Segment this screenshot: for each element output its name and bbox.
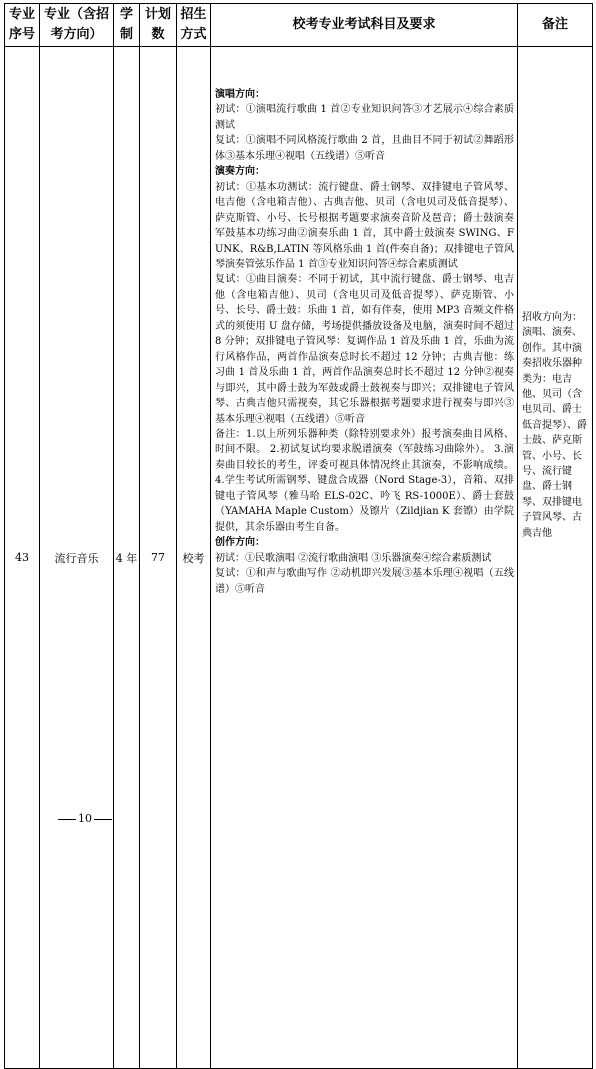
section-heading-performance: 演奏方向：	[215, 166, 265, 178]
header-major: 专业（含招考方向）	[40, 4, 114, 47]
section-heading-singing: 演唱方向：	[215, 89, 265, 100]
cell-duration: 4 年	[114, 47, 140, 1069]
header-note: 备注	[518, 4, 593, 47]
table-row	[5, 47, 593, 1069]
cell-major: 流行音乐	[40, 47, 114, 1069]
page-number	[0, 812, 170, 825]
singing-retest: 复试：①演唱不同风格流行歌曲 2 首，且曲目不同于初试②舞蹈形体③基本乐理④视唱（五线谱）⑤听音	[215, 135, 514, 162]
header-plan: 计划数	[140, 4, 177, 47]
performance-retest: 复试：①曲目演奏：不同于初试，其中流行键盘、爵士钢琴、电吉他（含电箱吉他）、贝司（含电贝司及低音提琴）、萨克斯管、小号、长号、爵士鼓：乐曲 1 首，如有伴奏，使用 MP3 音频文件格式的须使用 U 盘存储，考场提供播放设备及电脑，演奏时间不超过 8 分钟；双排键电子管风琴：复调作品 1 首及乐曲 1 首，乐曲为流行风格作品，两首作品演奏总时长不超过 12 分钟；古典吉他：练习曲 1 首及乐曲 1 首，两首作品演奏总时长不超过 12 分钟②视奏与即兴，其中爵士鼓为军鼓或爵士鼓视奏与即兴；双排键电子管风琴、古典吉他只需视奏，其它乐器根据考题要求进行视奏与即兴③基本乐理④视唱（五线谱）⑤听音	[215, 274, 514, 425]
cell-seq: 43	[5, 47, 40, 1069]
page-number-dash-left	[58, 819, 76, 820]
section-heading-composition: 创作方向：	[215, 537, 265, 549]
cell-plan: 77	[140, 47, 177, 1069]
cell-requirements	[211, 47, 518, 1069]
table-header-row	[5, 4, 593, 47]
cell-method: 校考	[177, 47, 211, 1069]
header-requirements: 校考专业考试科目及要求	[211, 4, 518, 47]
page-number-dash-right	[94, 819, 112, 820]
composition-preliminary: 初试：①民歌演唱 ②流行歌曲演唱 ③乐器演奏④综合素质测试	[215, 552, 492, 564]
admission-table	[4, 3, 593, 1069]
performance-preliminary: 初试：①基本功测试：流行键盘、爵士钢琴、双排键电子管风琴、电吉他（含电箱吉他）、古典吉他、贝司（含电贝司及低音提琴）、萨克斯管、小号、长号根据考题要求演奏音阶及琶音；爵士鼓演奏军鼓基本功练习曲②演奏乐曲 1 首，其中爵士鼓演奏 SWING、FUNK、R&B,LATIN 等风格乐曲 1 首(件奏自备)；双排键电子管风琴演奏管弦乐作品 1 首③专业知识问答④综合素质测试	[215, 181, 514, 270]
header-seq: 专业序号	[5, 4, 40, 47]
performance-remarks: 备注：1.以上所列乐器种类（除特别要求外）报考演奏曲目风格、时间不限。 2.初试复试均要求脱谱演奏（军鼓练习曲除外）。 3.演奏曲目较长的考生，评委可视具体情况终止其演奏，不影响成绩。4.学生考试所需钢琴、键盘合成器（Nord Stage-3），音箱、双排键电子管风琴（雅马哈 ELS-02C、吟飞 RS-1000E）、爵士套鼓（YAMAHA Maple Custom）及镲片（Zildjian K 套镲）由学院提供，其余乐器由考生自备。	[215, 428, 514, 533]
singing-preliminary: 初试：①演唱流行歌曲 1 首②专业知识问答③才艺展示④综合素质测试	[215, 104, 514, 131]
cell-note: 招收方向为：演唱、演奏、创作。其中演奏招收乐器种类为：电吉他、贝司（含电贝司、爵士低音提琴）、爵士鼓、萨克斯管、小号、长号、流行键盘、爵士钢琴、双排键电子管风琴、古典吉他	[518, 47, 593, 1069]
header-duration: 学制	[114, 4, 140, 47]
composition-retest: 复试：①和声与歌曲写作 ②动机即兴发展③基本乐理④视唱（五线谱）⑤听音	[215, 568, 514, 595]
header-method: 招生方式	[177, 4, 211, 47]
page-number-text: 10	[78, 812, 92, 825]
